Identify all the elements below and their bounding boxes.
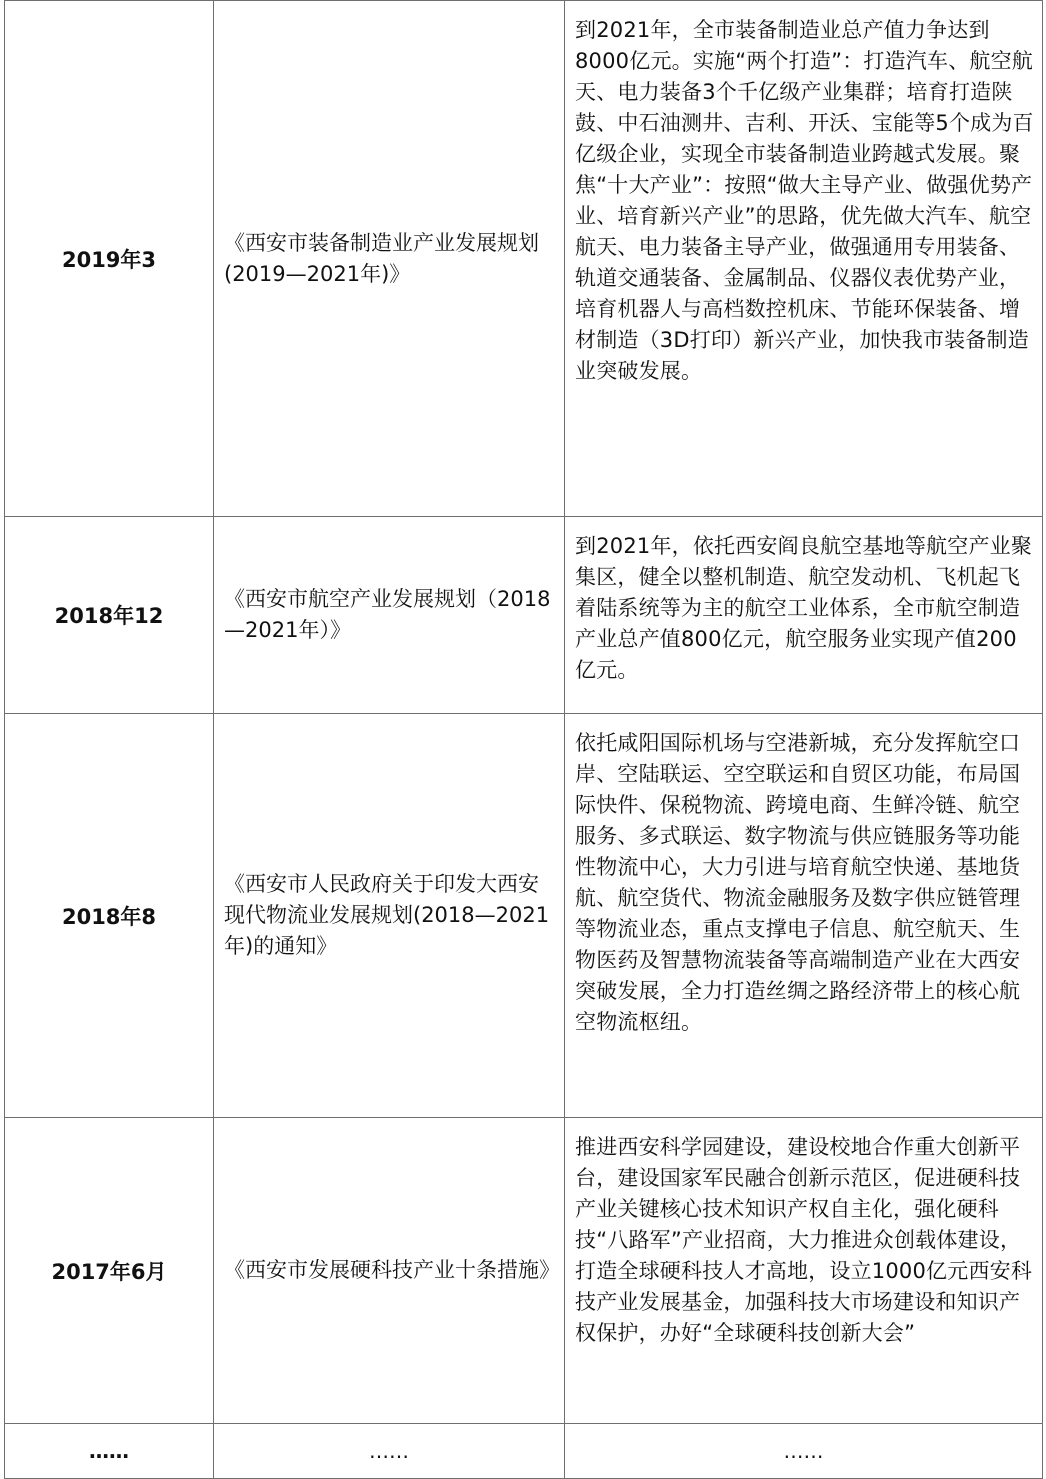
ellipsis-name-cell: …… [214,1424,565,1479]
date-cell: 2019年3 [5,1,214,517]
policy-name-cell: 《西安市发展硬科技产业十条措施》 [214,1118,565,1424]
policy-description-cell: 推进西安科学园建设，建设校地合作重大创新平台，建设国家军民融合创新示范区，促进硬科技产业关键核心技术知识产权自主化，强化硬科技“八路军”产业招商，大力推进众创载体建设，打造全球硬科技人才高地，设立1000亿元西安科技产业发展基金，加强科技大市场建设和知识产权保护，办好“全球硬科技创新大会” [565,1118,1043,1424]
table-row [5,1,1043,517]
policy-description-cell: 依托咸阳国际机场与空港新城，充分发挥航空口岸、空陆联运、空空联运和自贸区功能，布局国际快件、保税物流、跨境电商、生鲜冷链、航空服务、多式联运、数字物流与供应链服务等功能性物流中心，大力引进与培育航空快递、基地货航、航空货代、物流金融服务及数字供应链管理等物流业态，重点支撑电子信息、航空航天、生物医药及智慧物流装备等高端制造产业在大西安突破发展，全力打造丝绸之路经济带上的核心航空物流枢纽。 [565,714,1043,1118]
policy-table [4,0,1043,1479]
table-row [5,714,1043,1118]
table-row [5,1118,1043,1424]
policy-name-cell: 《西安市装备制造业产业发展规划(2019—2021年)》 [214,1,565,517]
policy-name-cell: 《西安市人民政府关于印发大西安现代物流业发展规划(2018—2021年)的通知》 [214,714,565,1118]
table-row [5,517,1043,714]
policy-description-cell: 到2021年，全市装备制造业总产值力争达到8000亿元。实施“两个打造”：打造汽车、航空航天、电力装备3个千亿级产业集群；培育打造陕鼓、中石油测井、吉利、开沃、宝能等5个成为百亿级企业，实现全市装备制造业跨越式发展。聚焦“十大产业”：按照“做大主导产业、做强优势产业、培育新兴产业”的思路，优先做大汽车、航空航天、电力装备主导产业，做强通用专用装备、轨道交通装备、金属制品、仪器仪表优势产业，培育机器人与高档数控机床、节能环保装备、增材制造（3D打印）新兴产业，加快我市装备制造业突破发展。 [565,1,1043,517]
date-cell: 2018年8 [5,714,214,1118]
ellipsis-date-cell: …… [5,1424,214,1479]
ellipsis-row [5,1424,1043,1479]
policy-description-cell: 到2021年，依托西安阎良航空基地等航空产业聚集区，健全以整机制造、航空发动机、飞机起飞着陆系统等为主的航空工业体系，全市航空制造产业总产值800亿元，航空服务业实现产值200亿元。 [565,517,1043,714]
date-cell: 2017年6月 [5,1118,214,1424]
ellipsis-description-cell: …… [565,1424,1043,1479]
policy-name-cell: 《西安市航空产业发展规划（2018—2021年）》 [214,517,565,714]
date-cell: 2018年12 [5,517,214,714]
